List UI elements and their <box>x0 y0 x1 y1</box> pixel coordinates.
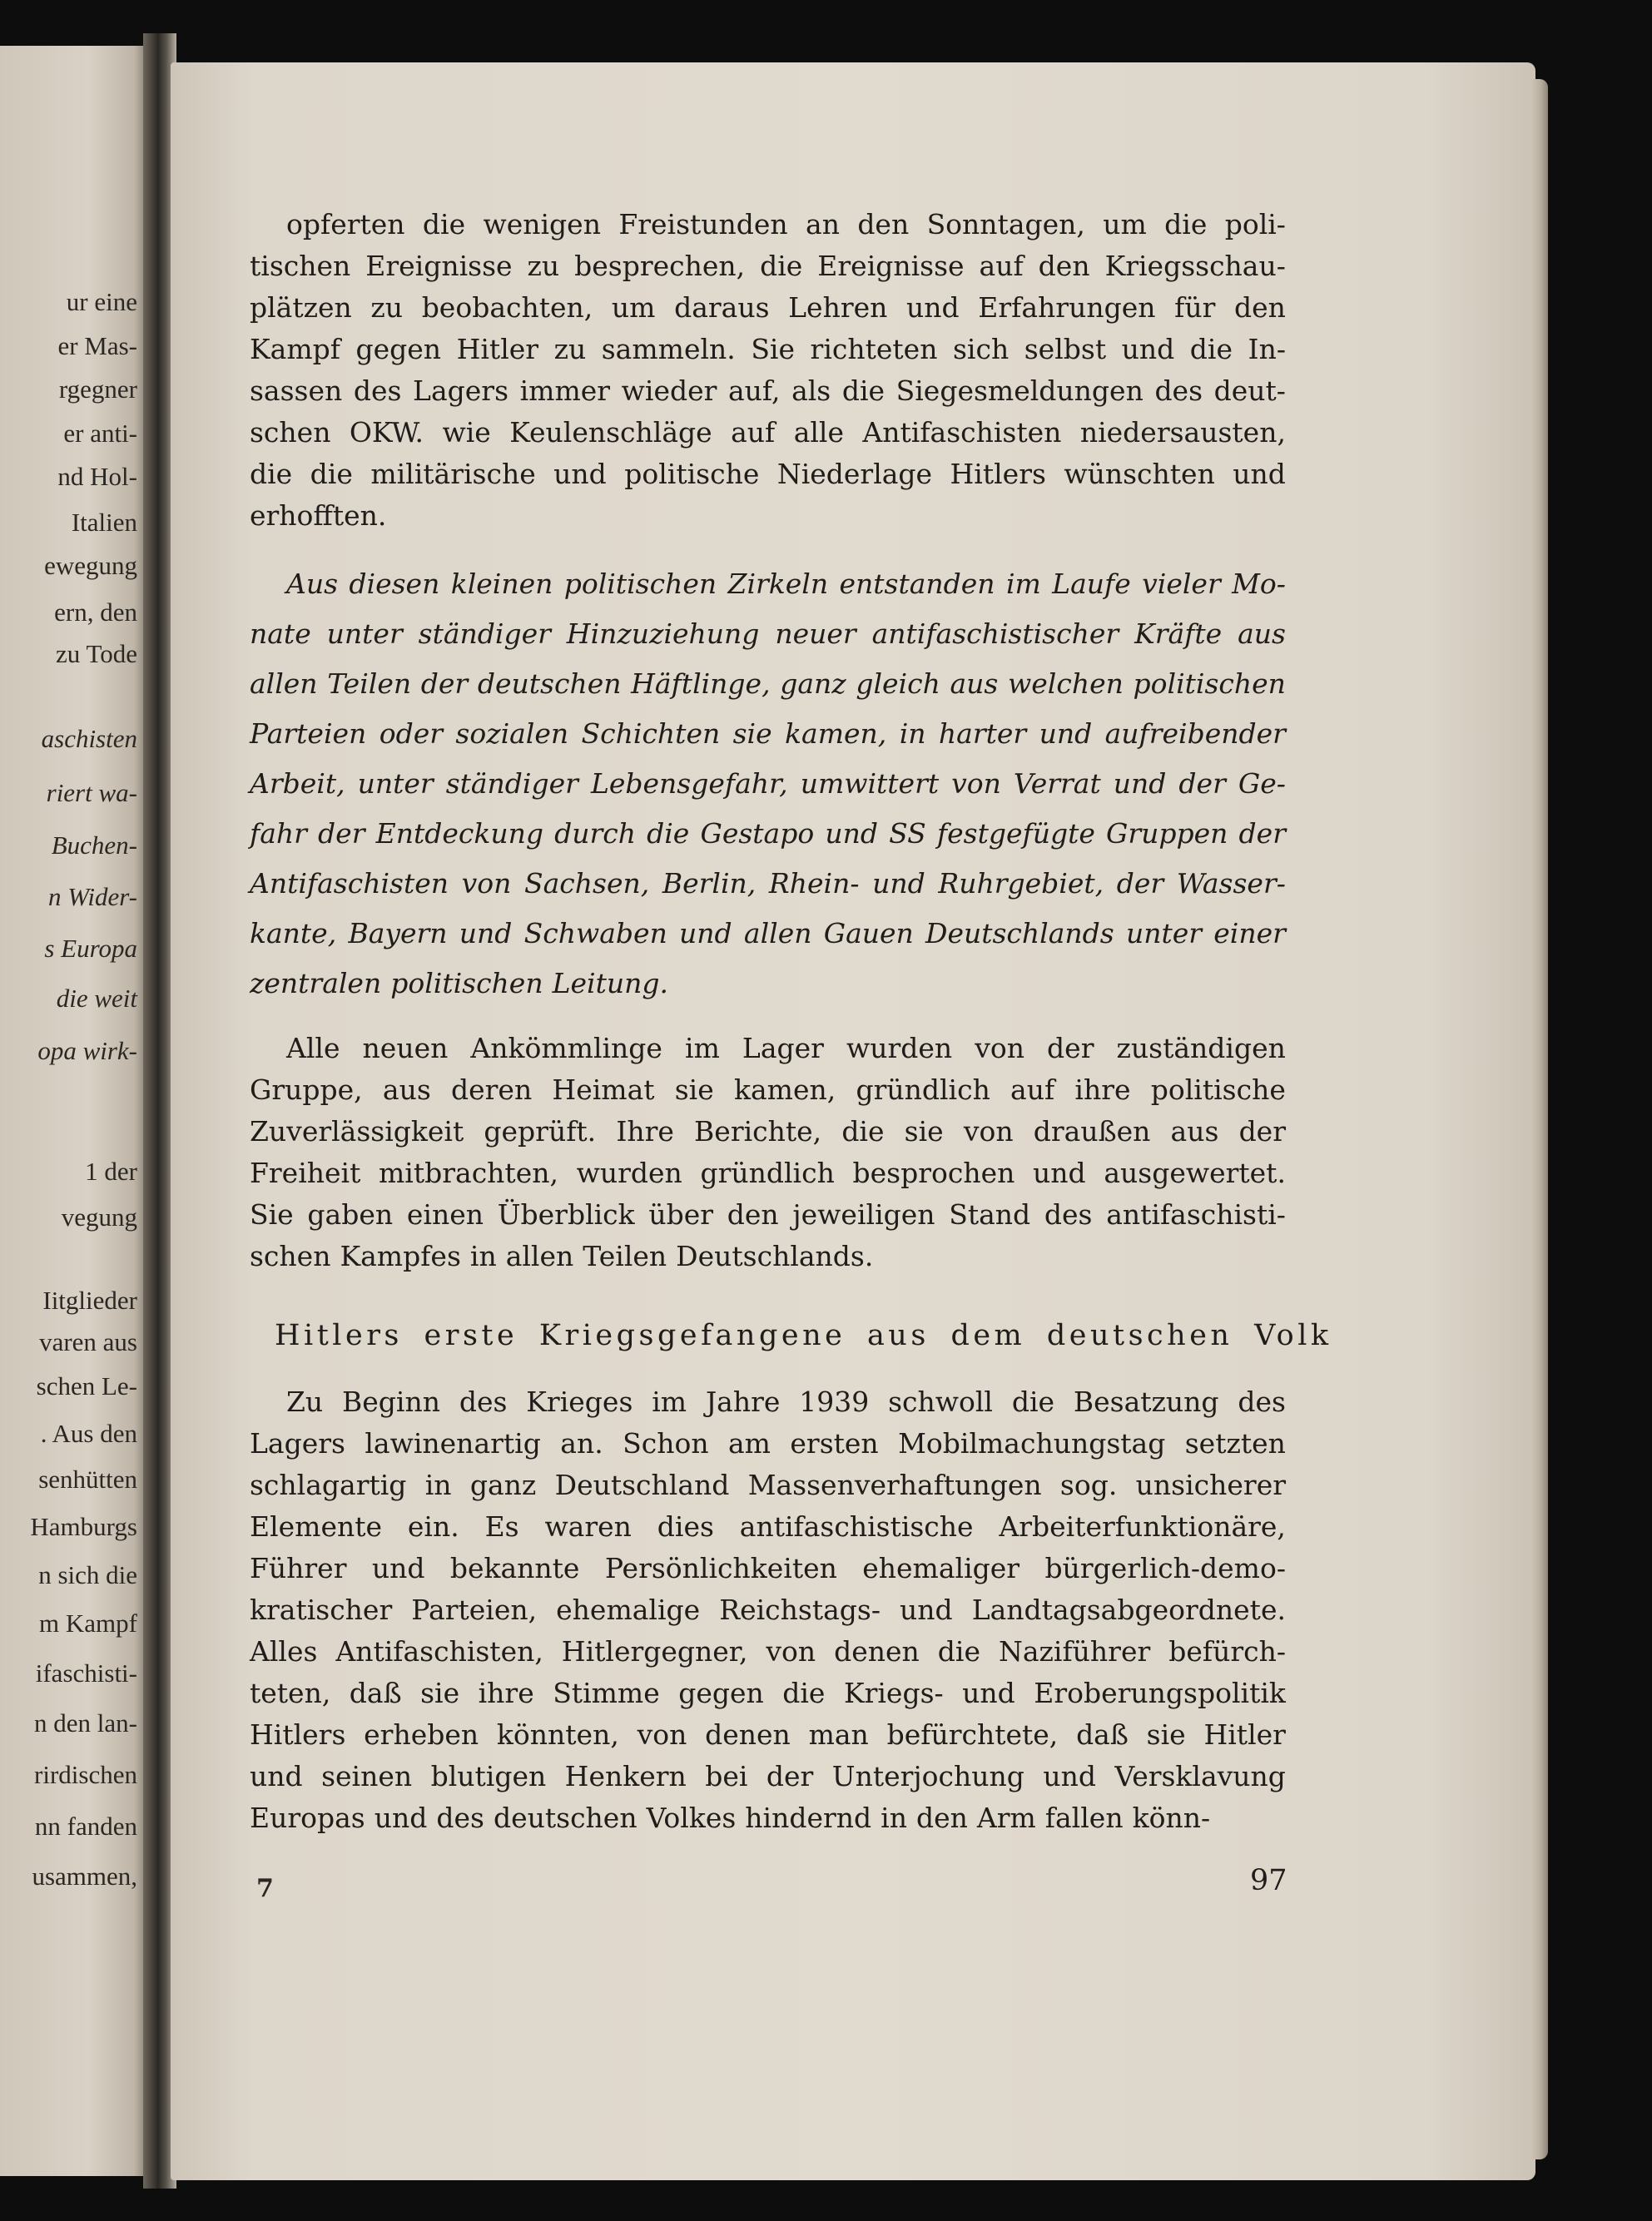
left-page-line: zu Tode <box>56 639 137 668</box>
left-page-line: nd Hol- <box>57 462 137 491</box>
text-line: Aus diesen kleinen politischen Zirkeln entstanden im Laufe vieler Mo- <box>286 568 1286 600</box>
text-line: Freiheit mitbrachten, wurden gründlich besprochen und ausgewertet. <box>250 1157 1286 1189</box>
left-page-line: Italien <box>71 508 137 537</box>
text-line: nate unter ständiger Hinzuziehung neuer antifaschistischer Kräfte aus <box>250 617 1286 650</box>
text-line: Arbeit, unter ständiger Lebensgefahr, umwittert von Verrat und der Ge- <box>250 767 1286 800</box>
paragraph-4 <box>250 1381 1286 1839</box>
left-page-line: n den lan- <box>34 1708 137 1738</box>
text-line: tischen Ereignisse zu besprechen, die Ereignisse auf den Kriegsschau- <box>250 250 1286 282</box>
left-page-line: . Aus den <box>40 1419 137 1448</box>
left-facing-page <box>0 46 146 2176</box>
left-page-line: Iitglieder <box>42 1286 137 1315</box>
text-line: Elemente ein. Es waren dies antifaschistische Arbeiterfunktionäre, <box>250 1510 1286 1543</box>
left-page-line: schen Le- <box>36 1371 137 1401</box>
left-page-line: die weit <box>56 984 137 1013</box>
text-line: kante, Bayern und Schwaben und allen Gauen Deutschlands unter einer <box>250 917 1286 949</box>
text-line: allen Teilen der deutschen Häftlinge, ganz gleich aus welchen politischen <box>250 667 1286 700</box>
text-line: und seinen blutigen Henkern bei der Unterjochung und Versklavung <box>250 1760 1286 1792</box>
text-line: Alles Antifaschisten, Hitlergegner, von denen die Naziführer befürch- <box>250 1635 1286 1668</box>
left-page-line: rirdischen <box>34 1760 137 1789</box>
left-page-line: ifaschisti- <box>35 1658 137 1688</box>
text-line: Gruppe, aus deren Heimat sie kamen, gründlich auf ihre politische <box>250 1073 1286 1106</box>
left-page-line: n sich die <box>38 1560 137 1589</box>
text-line: Zu Beginn des Krieges im Jahre 1939 schwoll die Besatzung des <box>286 1386 1286 1418</box>
left-page-line: varen aus <box>39 1327 137 1356</box>
text-line: Alle neuen Ankömmlinge im Lager wurden von der zuständigen <box>286 1032 1286 1064</box>
paragraph-3 <box>250 1028 1286 1277</box>
text-line: fahr der Entdeckung durch die Gestapo und SS festgefügte Gruppen der <box>250 817 1286 850</box>
left-page-line: senhütten <box>38 1465 137 1494</box>
text-line: Führer und bekannte Persönlichkeiten ehemaliger bürgerlich-demo- <box>250 1552 1286 1584</box>
text-line: die die militärische und politische Niederlage Hitlers wünschten und <box>250 458 1286 490</box>
left-page-line: vegung <box>61 1202 137 1232</box>
left-page-line: opa wirk- <box>37 1036 137 1065</box>
text-line: Antifaschisten von Sachsen, Berlin, Rhein- und Ruhrgebiet, der Wasser- <box>250 867 1286 900</box>
left-page-line: er Mas- <box>57 331 137 360</box>
text-line: teten, daß sie ihre Stimme gegen die Kriegs- und Eroberungspolitik <box>250 1677 1286 1709</box>
paragraph-1 <box>250 204 1286 537</box>
text-line: Hitlers erheben könnten, von denen man befürchtete, daß sie Hitler <box>250 1718 1286 1751</box>
left-page-line: rgegner <box>58 374 137 404</box>
text-line: erhofften. <box>250 499 387 532</box>
text-line: Europas und des deutschen Volkes hindernd in den Arm fallen könn- <box>250 1802 1211 1834</box>
left-page-line: nn fanden <box>34 1812 137 1841</box>
paragraph-2-italic <box>250 559 1286 1009</box>
left-page-line: aschisten <box>41 724 137 753</box>
text-line: schen Kampfes in allen Teilen Deutschlands. <box>250 1240 874 1272</box>
text-line: Lagers lawinenartig an. Schon am ersten Mobilmachungstag setzten <box>250 1427 1286 1460</box>
text-line: Kampf gegen Hitler zu sammeln. Sie richteten sich selbst und die In- <box>250 333 1286 365</box>
page-number: 97 <box>1250 1864 1287 1897</box>
left-page-line: m Kampf <box>39 1609 137 1638</box>
page-edge <box>1530 79 1548 2159</box>
left-page-line: Buchen- <box>51 830 137 860</box>
left-page-line: er anti- <box>63 419 137 448</box>
left-page-line: Hamburgs <box>30 1512 137 1541</box>
text-line: Sie gaben einen Überblick über den jeweiligen Stand des antifaschisti- <box>250 1198 1286 1231</box>
text-line: plätzen zu beobachten, um daraus Lehren und Erfahrungen für den <box>250 291 1286 324</box>
text-line: zentralen politischen Leitung. <box>250 967 668 999</box>
left-page-line: 1 der <box>85 1157 137 1186</box>
left-page-line: riert wa- <box>46 778 137 807</box>
text-line: Parteien oder sozialen Schichten sie kamen, in harter und aufreibender <box>250 717 1286 750</box>
text-line: opferten die wenigen Freistunden an den Sonntagen, um die poli- <box>286 208 1286 240</box>
text-line: sassen des Lagers immer wieder auf, als die Siegesmeldungen des deut- <box>250 374 1286 407</box>
left-page-line: usammen, <box>32 1862 137 1891</box>
text-line: schlagartig in ganz Deutschland Massenverhaftungen sog. unsicherer <box>250 1469 1286 1501</box>
left-page-line: ern, den <box>54 597 137 627</box>
section-heading: Hitlers erste Kriegsgefangene aus dem deutschen Volk <box>275 1319 1332 1352</box>
signature-mark: 7 <box>256 1874 274 1903</box>
text-line: Zuverlässigkeit geprüft. Ihre Berichte, die sie von draußen aus der <box>250 1115 1286 1148</box>
left-page-line: s Europa <box>44 934 137 963</box>
text-line: schen OKW. wie Keulenschläge auf alle Antifaschisten niedersausten, <box>250 416 1286 449</box>
left-page-line: n Wider- <box>47 882 137 911</box>
left-page-line: ewegung <box>44 551 137 580</box>
text-line: kratischer Parteien, ehemalige Reichstags- und Landtagsabgeordnete. <box>250 1594 1286 1626</box>
left-page-line: ur eine <box>66 287 137 316</box>
